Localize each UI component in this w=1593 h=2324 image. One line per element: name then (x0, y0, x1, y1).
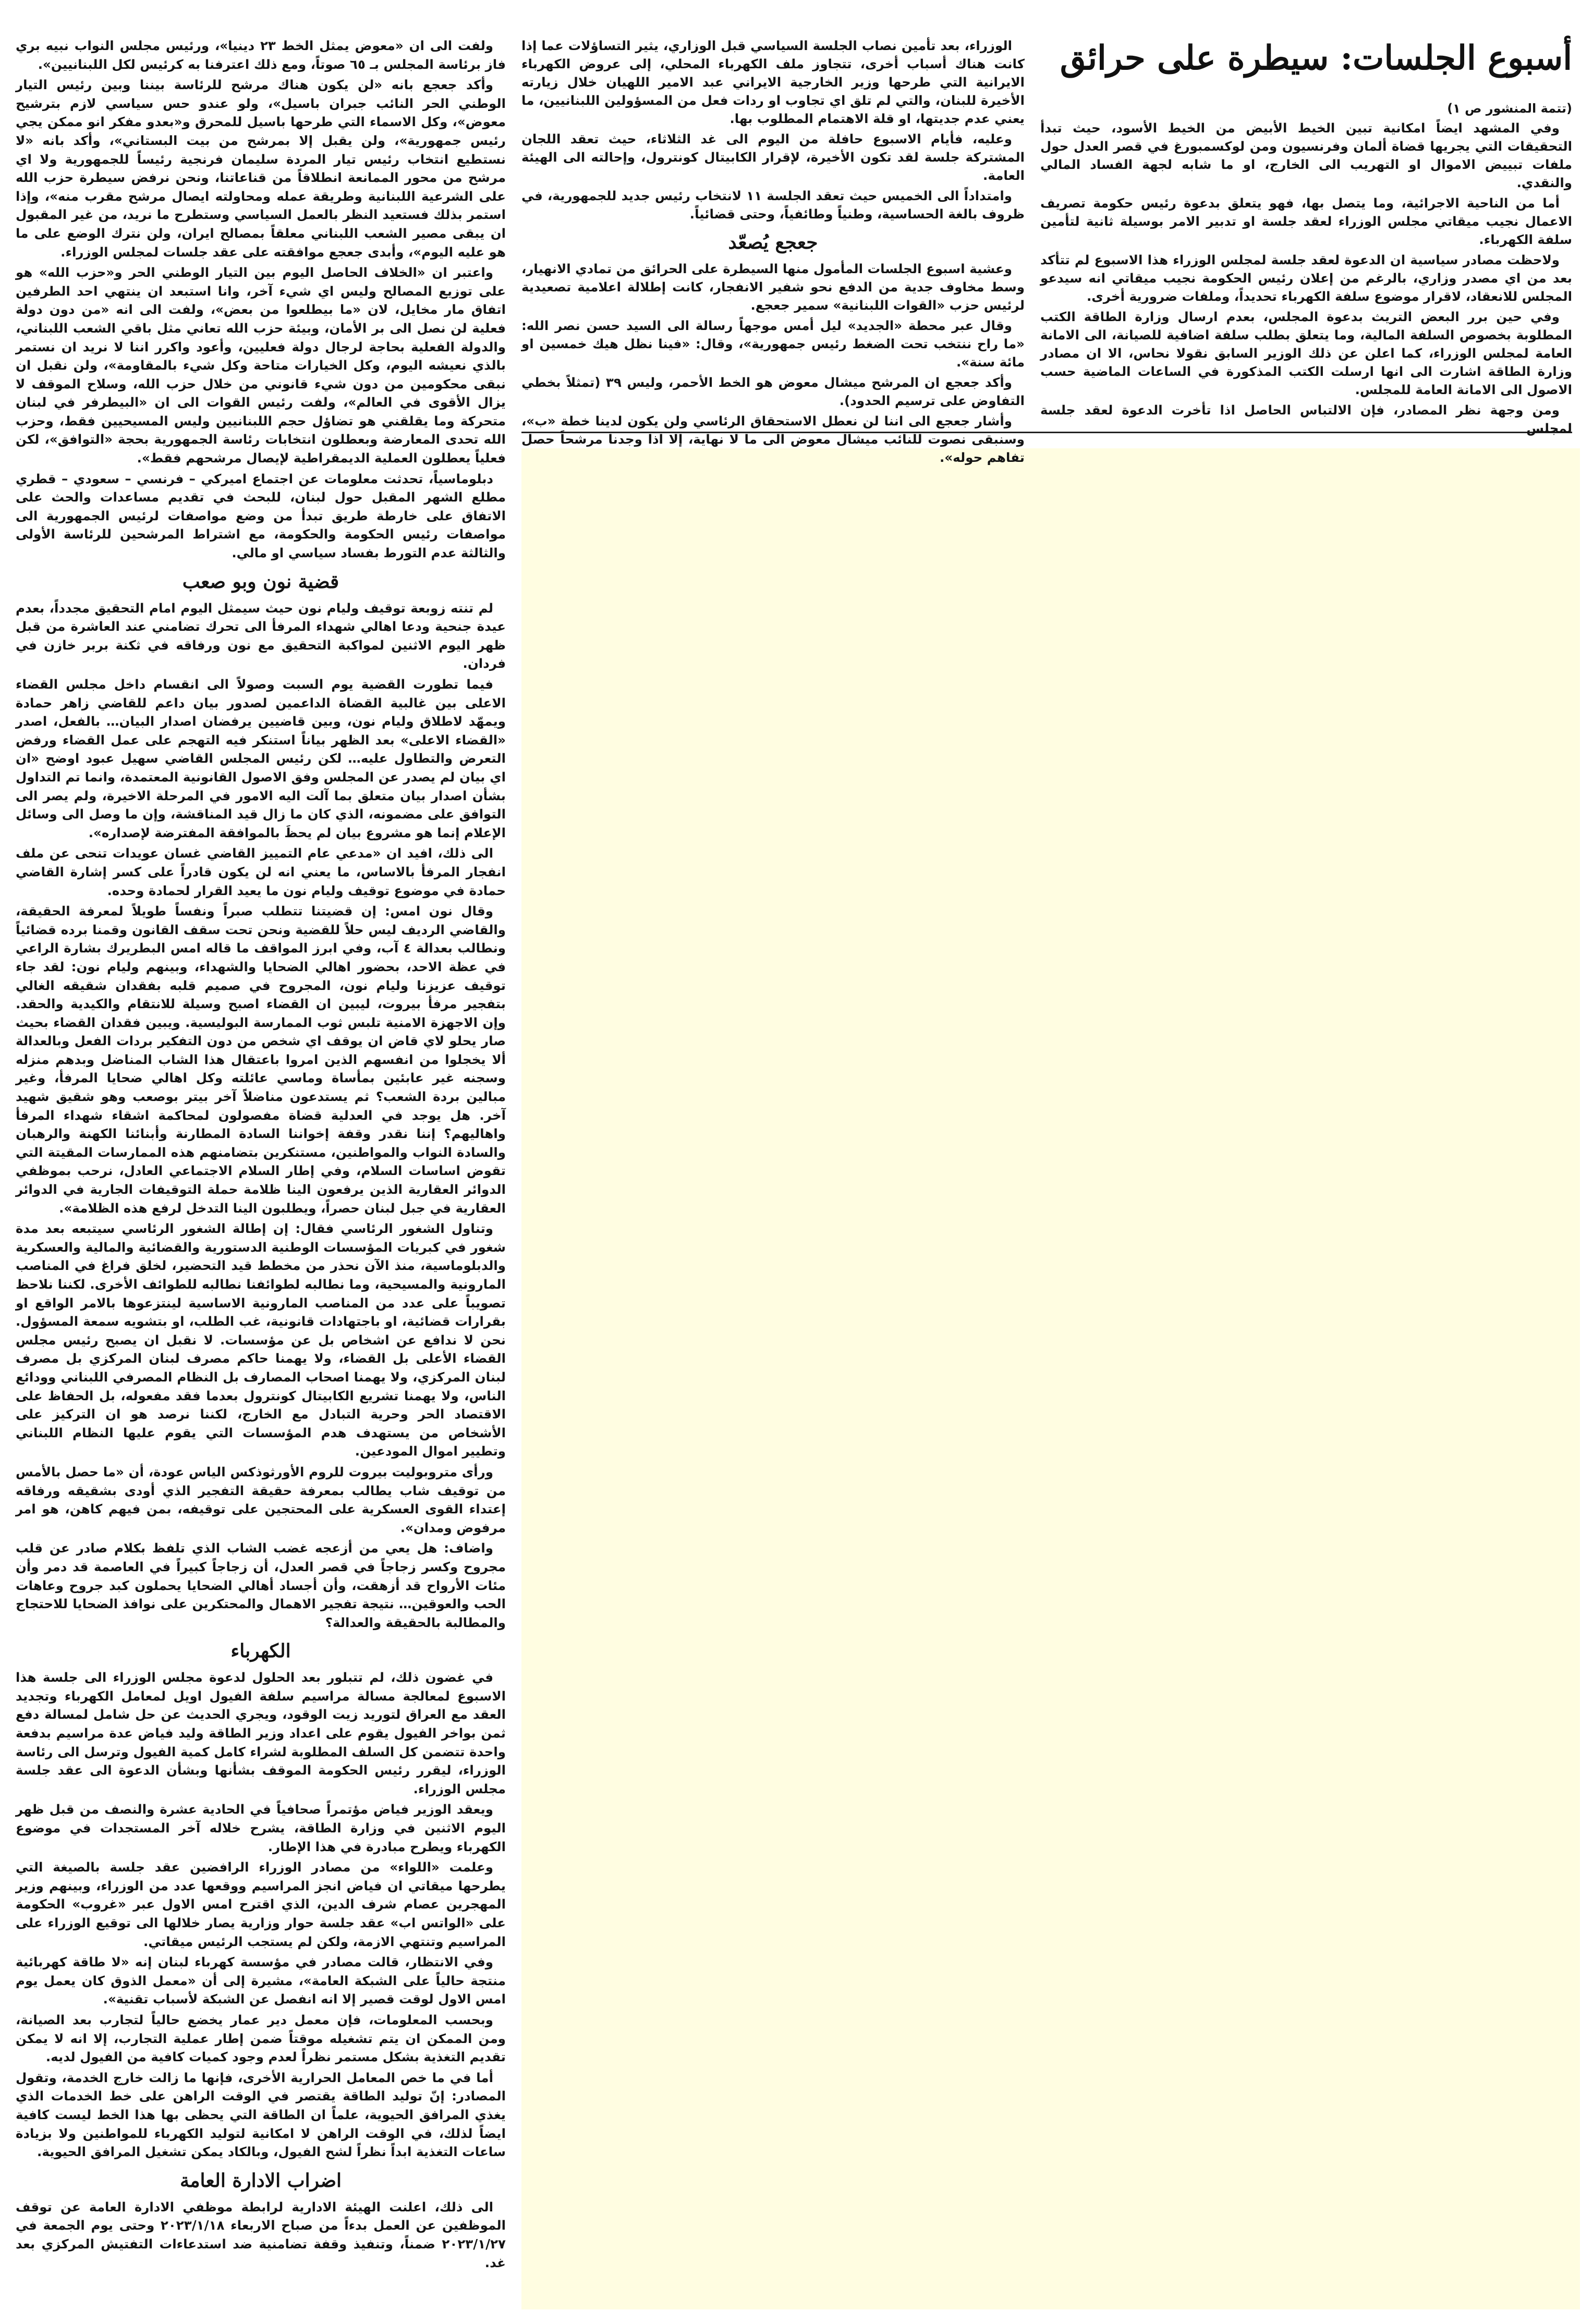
paragraph: واضاف: هل يعي من أزعجه غضب الشاب الذي تلفظ بكلام صادر عن قلب مجروح وكسر زجاجاً في قصر العدل، أن زجاجاً كبيراً في العاصمة قد دمر وأن مئات الأرواح قد أزهقت، وأن أجساد أهالي الضحايا يحملون كبد جروح وعاهات الحب والعوقين… نتيجة تفجير الاهمال والمحتكرين على نوافذ الضحايا للاحتجاج والمطالبة بالحقيقة والعدالة؟ (16, 1540, 506, 1630)
paragraph: الى ذلك، اعلنت الهيئة الادارية لرابطة موظفي الادارة العامة عن توقف الموظفين عن العمل بدءاً من صباح الاربعاء ٢٠٢٣/١/١٨ وحتى يوم الجمعة في ٢٠٢٣/١/٢٧ ضمناً، وتنفيذ وقفة تضامنية ضد استدعاءات التفتيش المركزي بعد غد. (16, 2199, 506, 2270)
paragraph: وعشية اسبوع الجلسات المأمول منها السيطرة على الحرائق من تمادي الانهيار، وسط مخاوف جدية من الدفع نحو شفير الانفجار، كانت إطلالة اعلامية تصعيدية لرئيس حزب «القوات اللبنانية» سمير جعجع. (521, 261, 1025, 313)
paragraph: ولفت الى ان «معوض يمثل الخط ٢٣ دينيا»، ورئيس مجلس النواب نبيه بري فاز برئاسة المجلس بـ ٦٥ صوتاً، ومع ذلك اعترفنا به كرئيس لكل اللبنانيين». (16, 38, 506, 72)
paragraph: وفي الانتظار، قالت مصادر في مؤسسة كهرباء لبنان إنه «لا طاقة كهربائية منتجة حالياً على الشبكة العامة»، مشيرة إلى أن «معمل الذوق كان يعمل يوم امس الاول لوقت قصير إلا انه انفصل عن الشبكة لأسباب تقنية». (16, 1954, 506, 2007)
paragraph: دبلوماسياً، تحدثت معلومات عن اجتماع اميركي – فرنسي – سعودي – قطري مطلع الشهر المقبل حول لبنان، للبحث في تقديم مساعدات والحث على الاتفاق على خارطة طريق تبدأ من وضع مواصفات لرئيس الجمهورية الى مواصفات رئيس الحكومة والحكومة، مع اشتراط المرشحين للرئاسة الأولى والثالثة عدم التورط بفساد سياسي او مالي. (16, 471, 506, 561)
left-paragraphs (16, 36, 506, 562)
left-paragraphs-2 (16, 599, 506, 1632)
middle-paragraphs-2 (521, 260, 1025, 467)
article-column-right (1040, 36, 1572, 436)
paragraph: وقال نون امس: إن قضيتنا تتطلب صبراً ونفساً طويلاً لمعرفة الحقيقة، والقاضي الرديف ليس حلاً للقضية ونحن تحت سقف القانون وقمنا برده قضائياً ونطالب بعدالة ٤ آب، وفي ابرز المواقف ما قاله امس البطريرك بشارة الراعي في عظة الاحد، بحضور اهالي الضحايا والشهداء، وبينهم وليام نون: لقد جاء توقيف عزيزنا وليام نون، المجروح في صميم قلبه بفقدان شقيقه الغالي بتفجير مرفأ بيروت، ليبين ان القضاء اصبح وسيلة للانتقام والكيدية والحقد. وإن الاجهزة الامنية تلبس ثوب الممارسة البوليسية. ويبين فقدان القضاء بحيث صار يحلو لاي قاض ان يوقف اي شخص من دون التفكير بردات الفعل وبالعدالة ألا يخجلوا من انفسهم الذين امروا باعتقال هذا الشاب المناضل وبدهم منزله وسجنه غير عابئين بمأساة وماسي عائلته وكل اهالي ضحايا المرفأ، وغير مبالين بردة الشعب؟ ثم يستدعون مناضلاً آخر بيتر بوصعب وهو شقيق شهيد آخر. هل يوجد في العدلية قضاة مفصولون لمحاكمة اشقاء شهداء المرفأ واهاليهم؟ إننا نقدر وقفة إخواننا السادة المطارنة وأبنائنا الكهنة والرهبان والسادة النواب والمواطنين، مستنكرين بتضامنهم هذه الممارسات المقيتة التي تقوض اساسات السلام، وفي إطار السلام الاجتماعي العادل، نرحب بموظفي الدوائر العقارية الذين يرفعون الينا ظلامة حملة التوقيفات الجارية في الدوائر العقارية في جبل لبنان حصراً، ويطلبون الينا التدخل لرفع هذه الظلامة». (16, 903, 506, 1216)
subhead-geagea: جعجع يُصعّد (728, 231, 818, 253)
paragraph: لم تنته زوبعة توقيف وليام نون حيث سيمثل اليوم امام التحقيق مجدداً، بعدم عيدة جنحية ودعا اهالي شهداء المرفأ الى تحرك تضامني عند العاشرة من قبل ظهر اليوم الاثنين لمواكبة التحقيق مع نون ورفاقه في ثكنة بربر خازن في فردان. (16, 600, 506, 671)
paragraph: وقال عبر محطة «الجديد» ليل أمس موجهاً رسالة الى السيد حسن نصر الله: «ما راح ننتخب تحت الضغط رئيس جمهورية»، وقال: «فينا نظل هيك خمسين او مائة سنة». (521, 318, 1025, 370)
left-paragraphs-4 (16, 2198, 506, 2272)
article-column-middle (521, 36, 1025, 465)
paragraph: وبحسب المعلومات، فإن معمل دير عمار يخضع حالياً لتجارب بعد الصيانة، ومن الممكن ان يتم تشغيله موقتاً ضمن إطار عملية التجارب، إلا انه لا يمكن تقديم التغذية بشكل مستمر نظراً لعدم وجود كميات كافية من الفيول لديه. (16, 2012, 506, 2065)
paragraph: وفي حين برر البعض التريث بدعوة المجلس، بعدم ارسال وزارة الطاقة الكتب المطلوبة بخصوص السلفة المالية، وما يتعلق بطلب سلفة اضافية للصيانة، الى الامانة العامة لمجلس الوزراء، كما اعلن عن ذلك الوزير السابق نقولا نحاس، الا ان مصادر وزارة الطاقة اشارت الى انها ارسلت الكتب المذكورة في الساعات الماضية حسب الاصول الى الامانة العامة للمجلس. (1040, 309, 1572, 397)
paragraph: في غضون ذلك، لم تتبلور بعد الحلول لدعوة مجلس الوزراء الى جلسة هذا الاسبوع لمعالجة مسالة مراسيم سلفة الفيول اويل لمعامل الكهرباء وتجديد العقد مع العراق لتوريد زيت الوقود، ويجري الحديث عن حل شامل لمسالة دفع ثمن بواخر الفيول يقوم على اعداد وزير الطاقة وليد فياض عدة مراسيم بدفعة واحدة تتضمن كل السلف المطلوبة لشراء كامل كمية الفيول وترسل الى رئاسة الوزراء، ليقرر رئيس الحكومة الموقف بشأنها وبشأن الدعوة الى عقد جلسة مجلس الوزراء. (16, 1670, 506, 1796)
article-column-left (16, 36, 506, 2320)
subhead-noun-bousaab: قضية نون وبو صعب (182, 570, 339, 593)
subhead-public-admin-strike: اضراب الادارة العامة (179, 2169, 342, 2192)
right-paragraphs (1040, 119, 1572, 437)
paragraph: ولاحظت مصادر سياسية ان الدعوة لعقد جلسة لمجلس الوزراء هذا الاسبوع لم تتأكد بعد من اي مصدر وزاري، بالرغم من إعلان رئيس الحكومة نجيب ميقاتي انه سيدعو المجلس للانعقاد، لاقرار موضوع سلفة الكهرباء تحديداً، وملفات ضرورية أخرى. (1040, 252, 1572, 304)
paragraph: وأكد جعجع ان المرشح ميشال معوض هو الخط الأحمر، وليس ٣٩ (تمثلاً بخطي التفاوض على ترسيم الحدود). (521, 375, 1025, 408)
paragraph: الوزراء، بعد تأمين نصاب الجلسة السياسي قبل الوزاري، يثير التساؤلات عما إذا كانت هناك أسباب أخرى، تتجاوز ملف الكهرباء المحلي، إلى عروض الكهرباء الايرانية التي طرحها وزير الخارجية الايراني عبد الامير اللهيان خلال زيارته الأخيرة للبنان، والتي لم تلق اي تجاوب او ردات فعل من المسؤولين اللبنانيين، ما يعني عدم جديتها، او قلة الاهتمام المطلوب بها. (521, 38, 1025, 126)
continuation-note: (تتمة المنشور ص ١) (1447, 101, 1572, 116)
middle-paragraphs (521, 36, 1025, 223)
paragraph: ويعقد الوزير فياض مؤتمراً صحافياً في الحادية عشرة والنصف من قبل ظهر اليوم الاثنين في وزارة الطاقة، يشرح خلاله آخر المستجدات في موضوع الكهرباء ويطرح مبادرة في هذا الإطار. (16, 1802, 506, 1854)
paragraph: وعلمت «اللواء» من مصادر الوزراء الرافضين عقد جلسة بالصيغة التي يطرحها ميقاتي ان فياض انجز المراسيم ووقعها عدد من الوزراء، وبينهم وزير المهجرين عصام شرف الدين، الذي اقترح امس الاول عبر «غروب» الحكومة على «الواتس اب» عقد جلسة حوار وزارية يصار خلالها الى توقيع الوزراء على المراسيم وتنتهي الازمة، ولكن لم يستجب الرئيس ميقاتي. (16, 1860, 506, 1949)
headline: أسبوع الجلسات: سيطرة على حرائق (1060, 39, 1572, 78)
paragraph: أما من الناحية الاجرائية، وما يتصل بها، فهو يتعلق بدعوة رئيس حكومة تصريف الاعمال نجيب ميقاتي مجلس الوزراء لعقد جلسة او تدبير الامر بوسيلة ثانية لتأمين سلفة الكهرباء. (1040, 195, 1572, 247)
paragraph: وأكد جعجع بانه «لن يكون هناك مرشح للرئاسة بيننا وبين رئيس التيار الوطني الحر النائب جبران باسيل»، ولو عندو حس سياسي لازم بترشيح معوض»، وكل الاسماء التي طرحها باسيل للمحرق و«بعدو مفكر انو ممكن يجي رئيس جمهورية»، ولن يقبل إلا بمرشح من بيت البستاني»، وأكد بانه «لا نستطيع انتخاب رئيس تيار المردة سليمان فرنجية رئيساً للجمهورية ولا اي مرشح من محور الممانعة انطلاقاً من قناعاتنا، ونحن نرفض سيطرة حزب الله على الشرعية اللبنانية وطريقة عمله ومحاولته ايصال مرشح مقرب منه»، وإذا استمر بذلك فستعيد النظر بالعمل السياسي وستطرح ما نريد، من غير المقبول ان يبقى مصير الشعب اللبناني معلقاً بمصالح ايران، ولن نترك الوضع على ما هو عليه اليوم»، وأبدى جعجع موافقته على عقد جلسات لمجلس الوزراء. (16, 77, 506, 260)
highlight-panel (521, 448, 1580, 2309)
paragraph: ورأى متروبوليت بيروت للروم الأورثوذكس الياس عودة، أن «ما حصل بالأمس من توقيف شاب يطالب بمعرفة حقيقة التفجير الذي أودى بشقيقه ورفاقه إعتداء القوى العسكرية على المحتجين على توقيفه، بمن فيهم كاهن، هو امر مرفوض ومدان». (16, 1464, 506, 1535)
paragraph: وفي المشهد ايضاً امكانية تبين الخيط الأبيض من الخيط الأسود، حيث تبدأ التحقيقات التي يجريها قضاة ألمان وفرنسيون ومن لوكسمبورغ في قصر العدل حول ملفات تبييض الاموال او التهريب الى الخارج، او ما شابه لجهة الفساد المالي والنقدي. (1040, 120, 1572, 190)
paragraph: ومن وجهة نظر المصادر، فإن الالتباس الحاصل اذا تأخرت الدعوة لعقد جلسة لمجلس (1040, 402, 1572, 436)
paragraph: وامتداداً الى الخميس حيث تعقد الجلسة ١١ لانتخاب رئيس جديد للجمهورية، في ظروف بالغة الحساسية، وطنياً وطائفياً، وحتى قضائياً. (521, 188, 1025, 222)
paragraph: فيما تطورت القضية يوم السبت وصولاً الى انقسام داخل مجلس القضاء الاعلى بين غالبية القضاة الداعمين لصدور بيان داعم للقاضي زاهر حمادة ويمهّد لاطلاق وليام نون، وبين قاضيين يرفضان اصدار البيان… بالفعل، اصدر «القضاء الاعلى» بعد الظهر بياناً استنكر فيه التهجم على عمل القضاء ورفض التعرض والتطاول عليه… لكن رئيس المجلس القاضي سهيل عبود اوضح «ان اي بيان لم يصدر عن المجلس وفق الاصول القانونية المعتمدة، وانما تم التداول بشأن اصدار بيان متعلق بما آلت اليه الامور في المرحلة الاخيرة، ولم يصر الى التوافق على مضمونه، الذي كان ما زال قيد المناقشة، وإن ما وصل الى وسائل الإعلام إنما هو مشروع بيان لم يحظَ بالموافقة المفترضة لإصداره». (16, 677, 506, 840)
paragraph: وأشار جعجع الى اننا لن نعطل الاستحقاق الرئاسي ولن يكون لدينا خطة «ب»، وسنبقى نصوت للنائب ميشال معوض الى ما لا نهاية، إلا اذا وجدنا مرشحاً حصل تفاهم حوله». (521, 413, 1025, 465)
paragraph: الى ذلك، افيد ان «مدعي عام التمييز القاضي غسان عويدات تنحى عن ملف انفجار المرفأ بالاساس، ما يعني انه لن يكون قادراً على كسر إشارة القاضي حمادة في موضوع توقيف وليام نون ما يعيد القرار لحمادة وحده. (16, 846, 506, 898)
paragraph: وتناول الشغور الرئاسي فقال: إن إطالة الشغور الرئاسي سيتبعه بعد مدة شغور في كبريات المؤسسات الوطنية الدستورية والقضائية والمالية والعسكرية والدبلوماسية، منذ الآن نحذر من مخطط قيد التحضير، لخلق فراغ في المناصب المارونية والمسيحية، وما نطالبه لطوائفنا نطالبه للطوائف الأخرى. لكننا نلاحظ تصويباً على عدد من المناصب المارونية الاساسية لينتزعوها بالامر الواقع او بقرارات قضائية، او باجتهادات قانونية، غب الطلب، او بتشويه سمعة المسؤول. نحن لا ندافع عن اشخاص بل عن مؤسسات. لا نقبل ان يصبح رئيس مجلس القضاء الأعلى بل القضاء، ولا يهمنا حاكم مصرف لبنان المركزي بل مصرف لبنان المركزي، ولا يهمنا اصحاب المصارف بل النظام المصرفي اللبناني وودائع الناس، ولا يهمنا تشريع الكابيتال كونترول بعدما فقد مفعوله، بل الحفاظ على الاقتصاد الحر وحرية التبادل مع الخارج، لكننا نرصد هو ان التركيز على الأشخاص من يستهدف هدم المؤسسات التي يقوم عليها النظام اللبناني وتطيير اموال المودعين. (16, 1221, 506, 1459)
subhead-electricity: الكهرباء (230, 1640, 291, 1662)
paragraph: واعتبر ان «الخلاف الحاصل اليوم بين التيار الوطني الحر و«حزب الله» هو على توزيع المصالح وليس اي شيء آخر، وانا استبعد ان ينتهي احد الطرفين اتفاق مار مخايل، لان «ما بيطلعوا من بعض»، ولفت الى انه «من دون دولة فعلية لن نصل الى بر الأمان، وبيئة حزب الله تعاني مثل باقي الشعب اللبناني، والدولة الفعلية بحاجة لرجال دولة فعليين، وأعود واكرر اننا لا نريد ان نستمر بالذي نعيشه اليوم، وكل الخيارات متاحة وكل شيء بالمقاومة»، ولن نقبل ان نبقى محكومين من دون شيء قانوني من خلال حزب الله، وسلاح الموقف لا يزال الأقوى في العالم»، ولفت رئيس القوات الى ان «البيطرفر في لبنان متحركة وما يقلقني هو تضاؤل حجم اللبنانيين وليس المسيحيين فقط، وحزب الله تحدى المعارضة وبعطلون انتخابات رئاسة الجمهورية بحجة «التوافق»، لكن فعلياً يعطلون العملية الديمقراطية لإيصال مرشحهم فقط». (16, 265, 506, 466)
paragraph: أما في ما خص المعامل الحرارية الأخرى، فإنها ما زالت خارج الخدمة، وتقول المصادر: إنّ توليد الطاقة يقتصر في الوقت الراهن على خط الخدمات الذي يغذي المرافق الحيوية، علماً ان الطاقة التي يحظى بها هذا الخط ليست كافية ايضاً لذلك، في الوقت الراهن لا امكانية لتوليد الكهرباء للمواطنين ولا بزيادة ساعات التغذية ابداً نظراً لشح الفيول، وبالكاد يمكن تشغيل المرافق الحيوية. (16, 2070, 506, 2160)
paragraph: وعليه، فأيام الاسبوع حافلة من اليوم الى غد الثلاثاء، حيث تعقد اللجان المشتركة جلسة لقد تكون الأخيرة، لإقرار الكابيتال كونترول، وإحالته الى الهيئة العامة. (521, 131, 1025, 183)
left-paragraphs-3 (16, 1668, 506, 2161)
